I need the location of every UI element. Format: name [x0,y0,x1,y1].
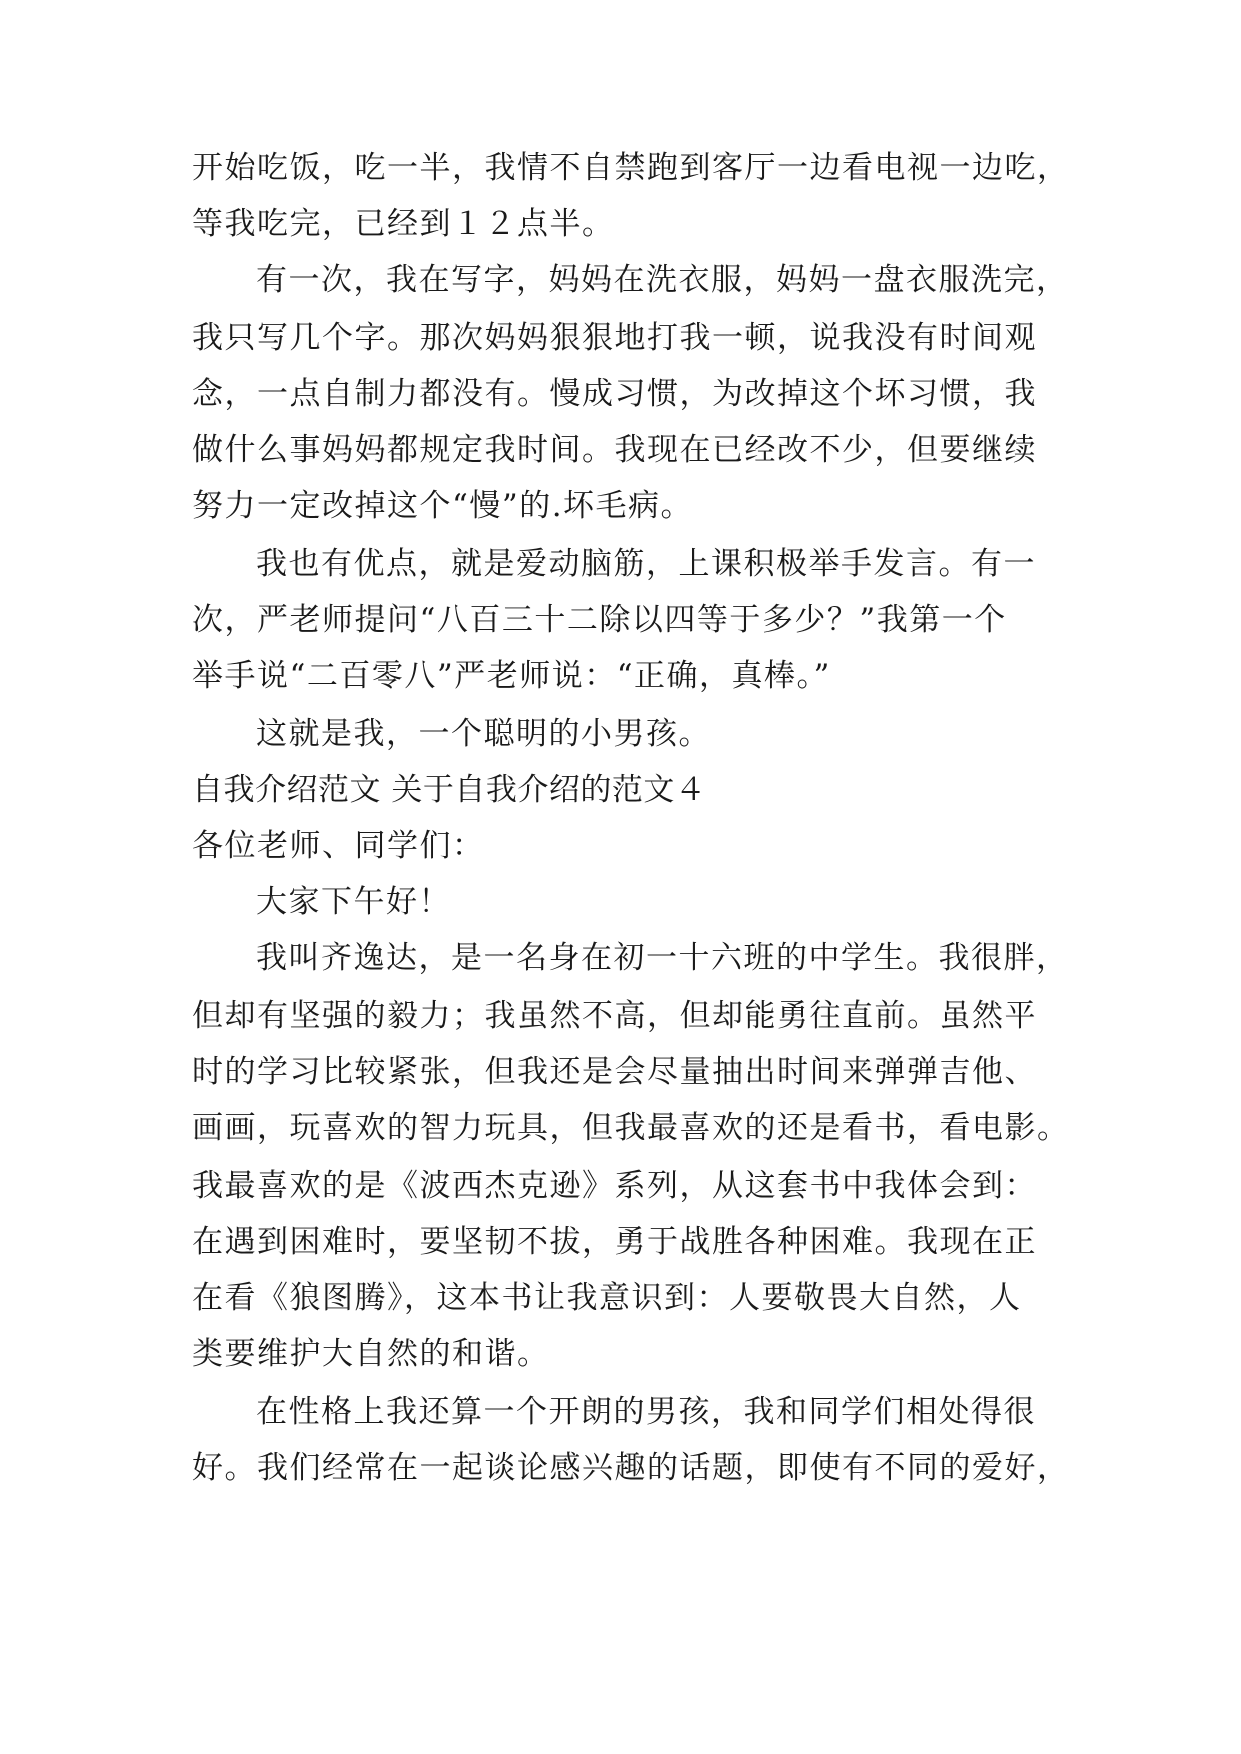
text-line: 念，一点自制力都没有。慢成习惯，为改掉这个坏习惯，我 [192,376,1037,412]
text-line: 开始吃饭，吃一半，我情不自禁跑到客厅一边看电视一边吃， [192,150,1070,186]
paragraph-start: 在性格上我还算一个开朗的男孩，我和同学们相处得很 [256,1394,1036,1430]
text-line: 举手说“二百零八”严老师说：“正确，真棒。” [192,658,831,694]
paragraph-start: 这就是我，一个聪明的小男孩。 [256,716,711,752]
text-line: 次，严老师提问“八百三十二除以四等于多少？”我第一个 [192,602,1007,638]
text-line: 但却有坚强的毅力；我虽然不高，但却能勇往直前。虽然平 [192,998,1037,1034]
salutation: 各位老师、同学们： [192,828,485,864]
paragraph-start: 我也有优点，就是爱动脑筋，上课积极举手发言。有一 [256,546,1036,582]
section-heading: 自我介绍范文 关于自我介绍的范文４ [192,772,707,808]
greeting: 大家下午好！ [256,884,451,920]
text-line: 画画，玩喜欢的智力玩具，但我最喜欢的还是看书，看电影。 [192,1110,1070,1146]
text-line: 我只写几个字。那次妈妈狠狠地打我一顿，说我没有时间观 [192,320,1037,356]
text-line: 在遇到困难时，要坚韧不拔，勇于战胜各种困难。我现在正 [192,1224,1037,1260]
text-line: 类要维护大自然的和谐。 [192,1336,550,1372]
text-line: 我最喜欢的是《波西杰克逊》系列，从这套书中我体会到： [192,1168,1037,1204]
paragraph-start: 有一次，我在写字，妈妈在洗衣服，妈妈一盘衣服洗完， [256,262,1069,298]
text-line: 在看《狼图腾》，这本书让我意识到：人要敬畏大自然，人 [192,1280,1022,1316]
text-line: 努力一定改掉这个“慢”的.坏毛病。 [192,488,694,524]
text-line: 做什么事妈妈都规定我时间。我现在已经改不少，但要继续 [192,432,1037,468]
text-line: 时的学习比较紧张，但我还是会尽量抽出时间来弹弹吉他、 [192,1054,1037,1090]
text-line: 等我吃完，已经到１２点半。 [192,206,615,242]
text-line: 好。我们经常在一起谈论感兴趣的话题，即使有不同的爱好， [192,1450,1070,1486]
paragraph-start: 我叫齐逸达，是一名身在初一十六班的中学生。我很胖， [256,940,1069,976]
